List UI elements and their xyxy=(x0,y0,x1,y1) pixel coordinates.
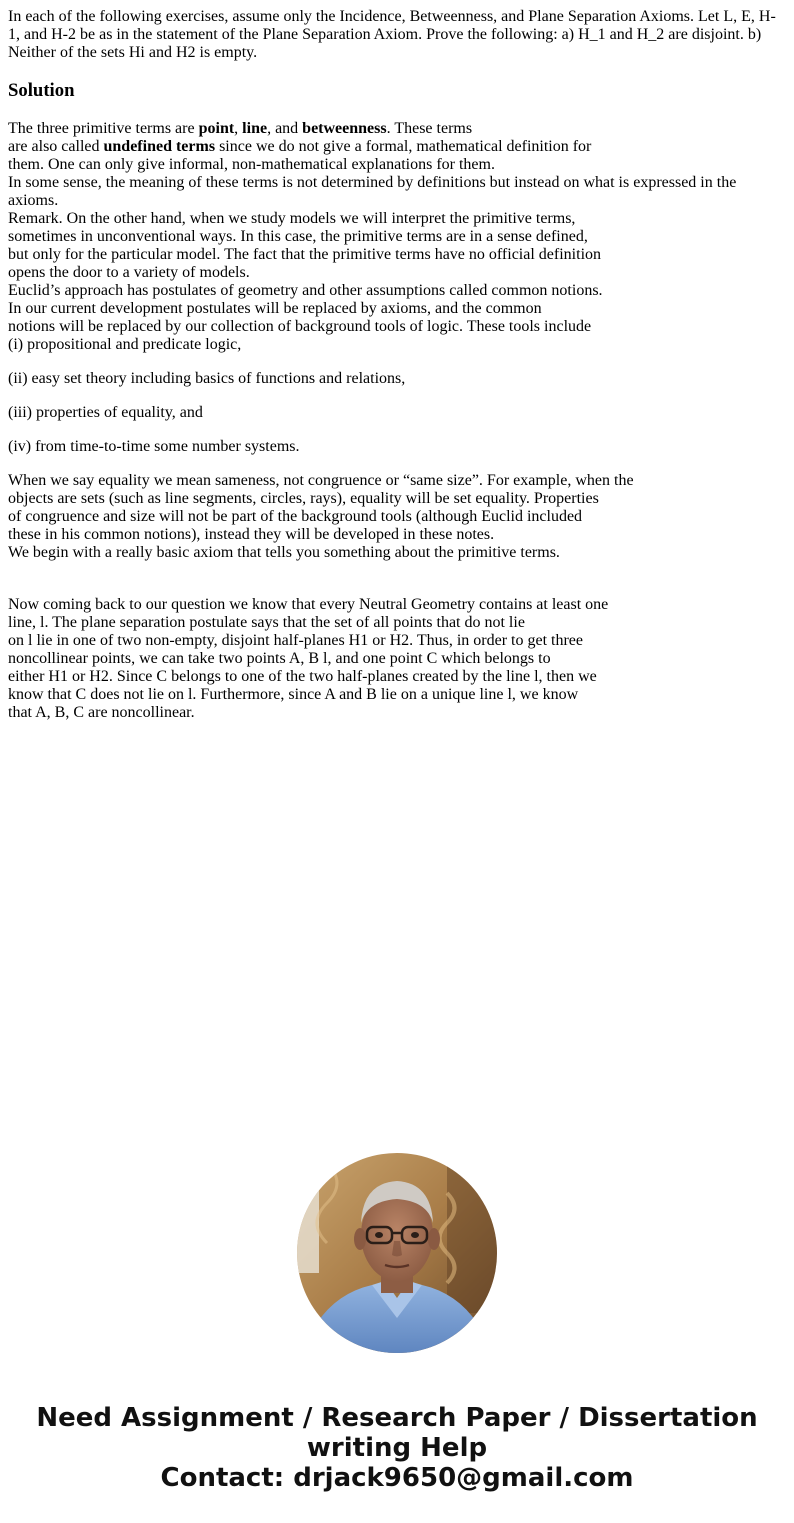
text-line: them. One can only give informal, non-mathematical explanations for them. xyxy=(8,156,495,173)
text-line: When we say equality we mean sameness, not congruence or “same size”. For example, when the xyxy=(8,472,634,489)
contact-email: Contact: drjack9650@gmail.com xyxy=(160,1463,634,1493)
portrait-image xyxy=(297,1153,497,1353)
text-line: In some sense, the meaning of these terms is not determined by definitions but instead on what is expressed in the xyxy=(8,174,737,191)
text-line: Remark. On the other hand, when we study models we will interpret the primitive terms, xyxy=(8,210,576,227)
blank-space xyxy=(8,562,784,596)
term-undefined-terms: undefined terms xyxy=(103,138,216,155)
text-line: line, l. The plane separation postulate says that the set of all points that do not lie xyxy=(8,614,525,631)
question-text: In each of the following exercises, assume only the Incidence, Betweenness, and Plane Separation Axioms. Let L, E, H-1, and H-2 be as in the statement of the Plane Separation Axiom. Prove the following: a) H_1 and H_2 are disjoint. b) Neither of the sets Hi and H2 is empty. xyxy=(8,8,776,61)
term-point: point xyxy=(198,120,235,137)
text-line: these in his common notions), instead they will be developed in these notes. xyxy=(8,526,495,543)
text-line: Now coming back to our question we know that every Neutral Geometry contains at least one xyxy=(8,596,609,613)
text-line: The three primitive terms are point, line, and betweenness. These terms xyxy=(8,120,473,137)
list-item-i: (i) propositional and predicate logic, xyxy=(8,336,242,353)
text-line: notions will be replaced by our collection of background tools of logic. These tools include xyxy=(8,318,592,335)
text-line: that A, B, C are noncollinear. xyxy=(8,704,195,721)
contact-banner xyxy=(0,1403,794,1493)
primitive-terms-paragraph xyxy=(8,120,784,354)
equality-paragraph xyxy=(8,472,784,562)
text-line: either H1 or H2. Since C belongs to one of the two half-planes created by the line l, then we xyxy=(8,668,597,685)
text-line: on l lie in one of two non-empty, disjoint half-planes H1 or H2. Thus, in order to get three xyxy=(8,632,583,649)
term-line: line xyxy=(242,120,268,137)
text-line: In our current development postulates will be replaced by axioms, and the common xyxy=(8,300,542,317)
text-line: opens the door to a variety of models. xyxy=(8,264,250,281)
list-item-iii: (iii) properties of equality, and xyxy=(8,404,203,421)
banner-line-1: Need Assignment / Research Paper / Dissertation xyxy=(36,1403,758,1433)
text-line: but only for the particular model. The fact that the primitive terms have no official definition xyxy=(8,246,602,263)
list-item-ii: (ii) easy set theory including basics of functions and relations, xyxy=(8,370,406,387)
text-line: of congruence and size will not be part of the background tools (although Euclid included xyxy=(8,508,583,525)
proof-paragraph xyxy=(8,596,784,722)
text-line: Euclid’s approach has postulates of geometry and other assumptions called common notions. xyxy=(8,282,603,299)
text-line: are also called undefined terms since we do not give a formal, mathematical definition for xyxy=(8,138,592,155)
avatar xyxy=(297,1153,497,1353)
banner-line-2: writing Help xyxy=(306,1433,488,1463)
text-line: sometimes in unconventional ways. In this case, the primitive terms are in a sense defined, xyxy=(8,228,588,245)
text-line: We begin with a really basic axiom that tells you something about the primitive terms. xyxy=(8,544,560,561)
term-betweenness: betweenness xyxy=(302,120,387,137)
document-body xyxy=(8,8,784,722)
text-line: objects are sets (such as line segments, circles, rays), equality will be set equality. Properties xyxy=(8,490,599,507)
list-item-iv: (iv) from time-to-time some number systems. xyxy=(8,438,300,455)
text-line: axioms. xyxy=(8,192,59,209)
text-line: know that C does not lie on l. Furthermore, since A and B lie on a unique line l, we know xyxy=(8,686,579,703)
text-line: noncollinear points, we can take two points A, B l, and one point C which belongs to xyxy=(8,650,551,667)
solution-heading: Solution xyxy=(8,80,75,101)
